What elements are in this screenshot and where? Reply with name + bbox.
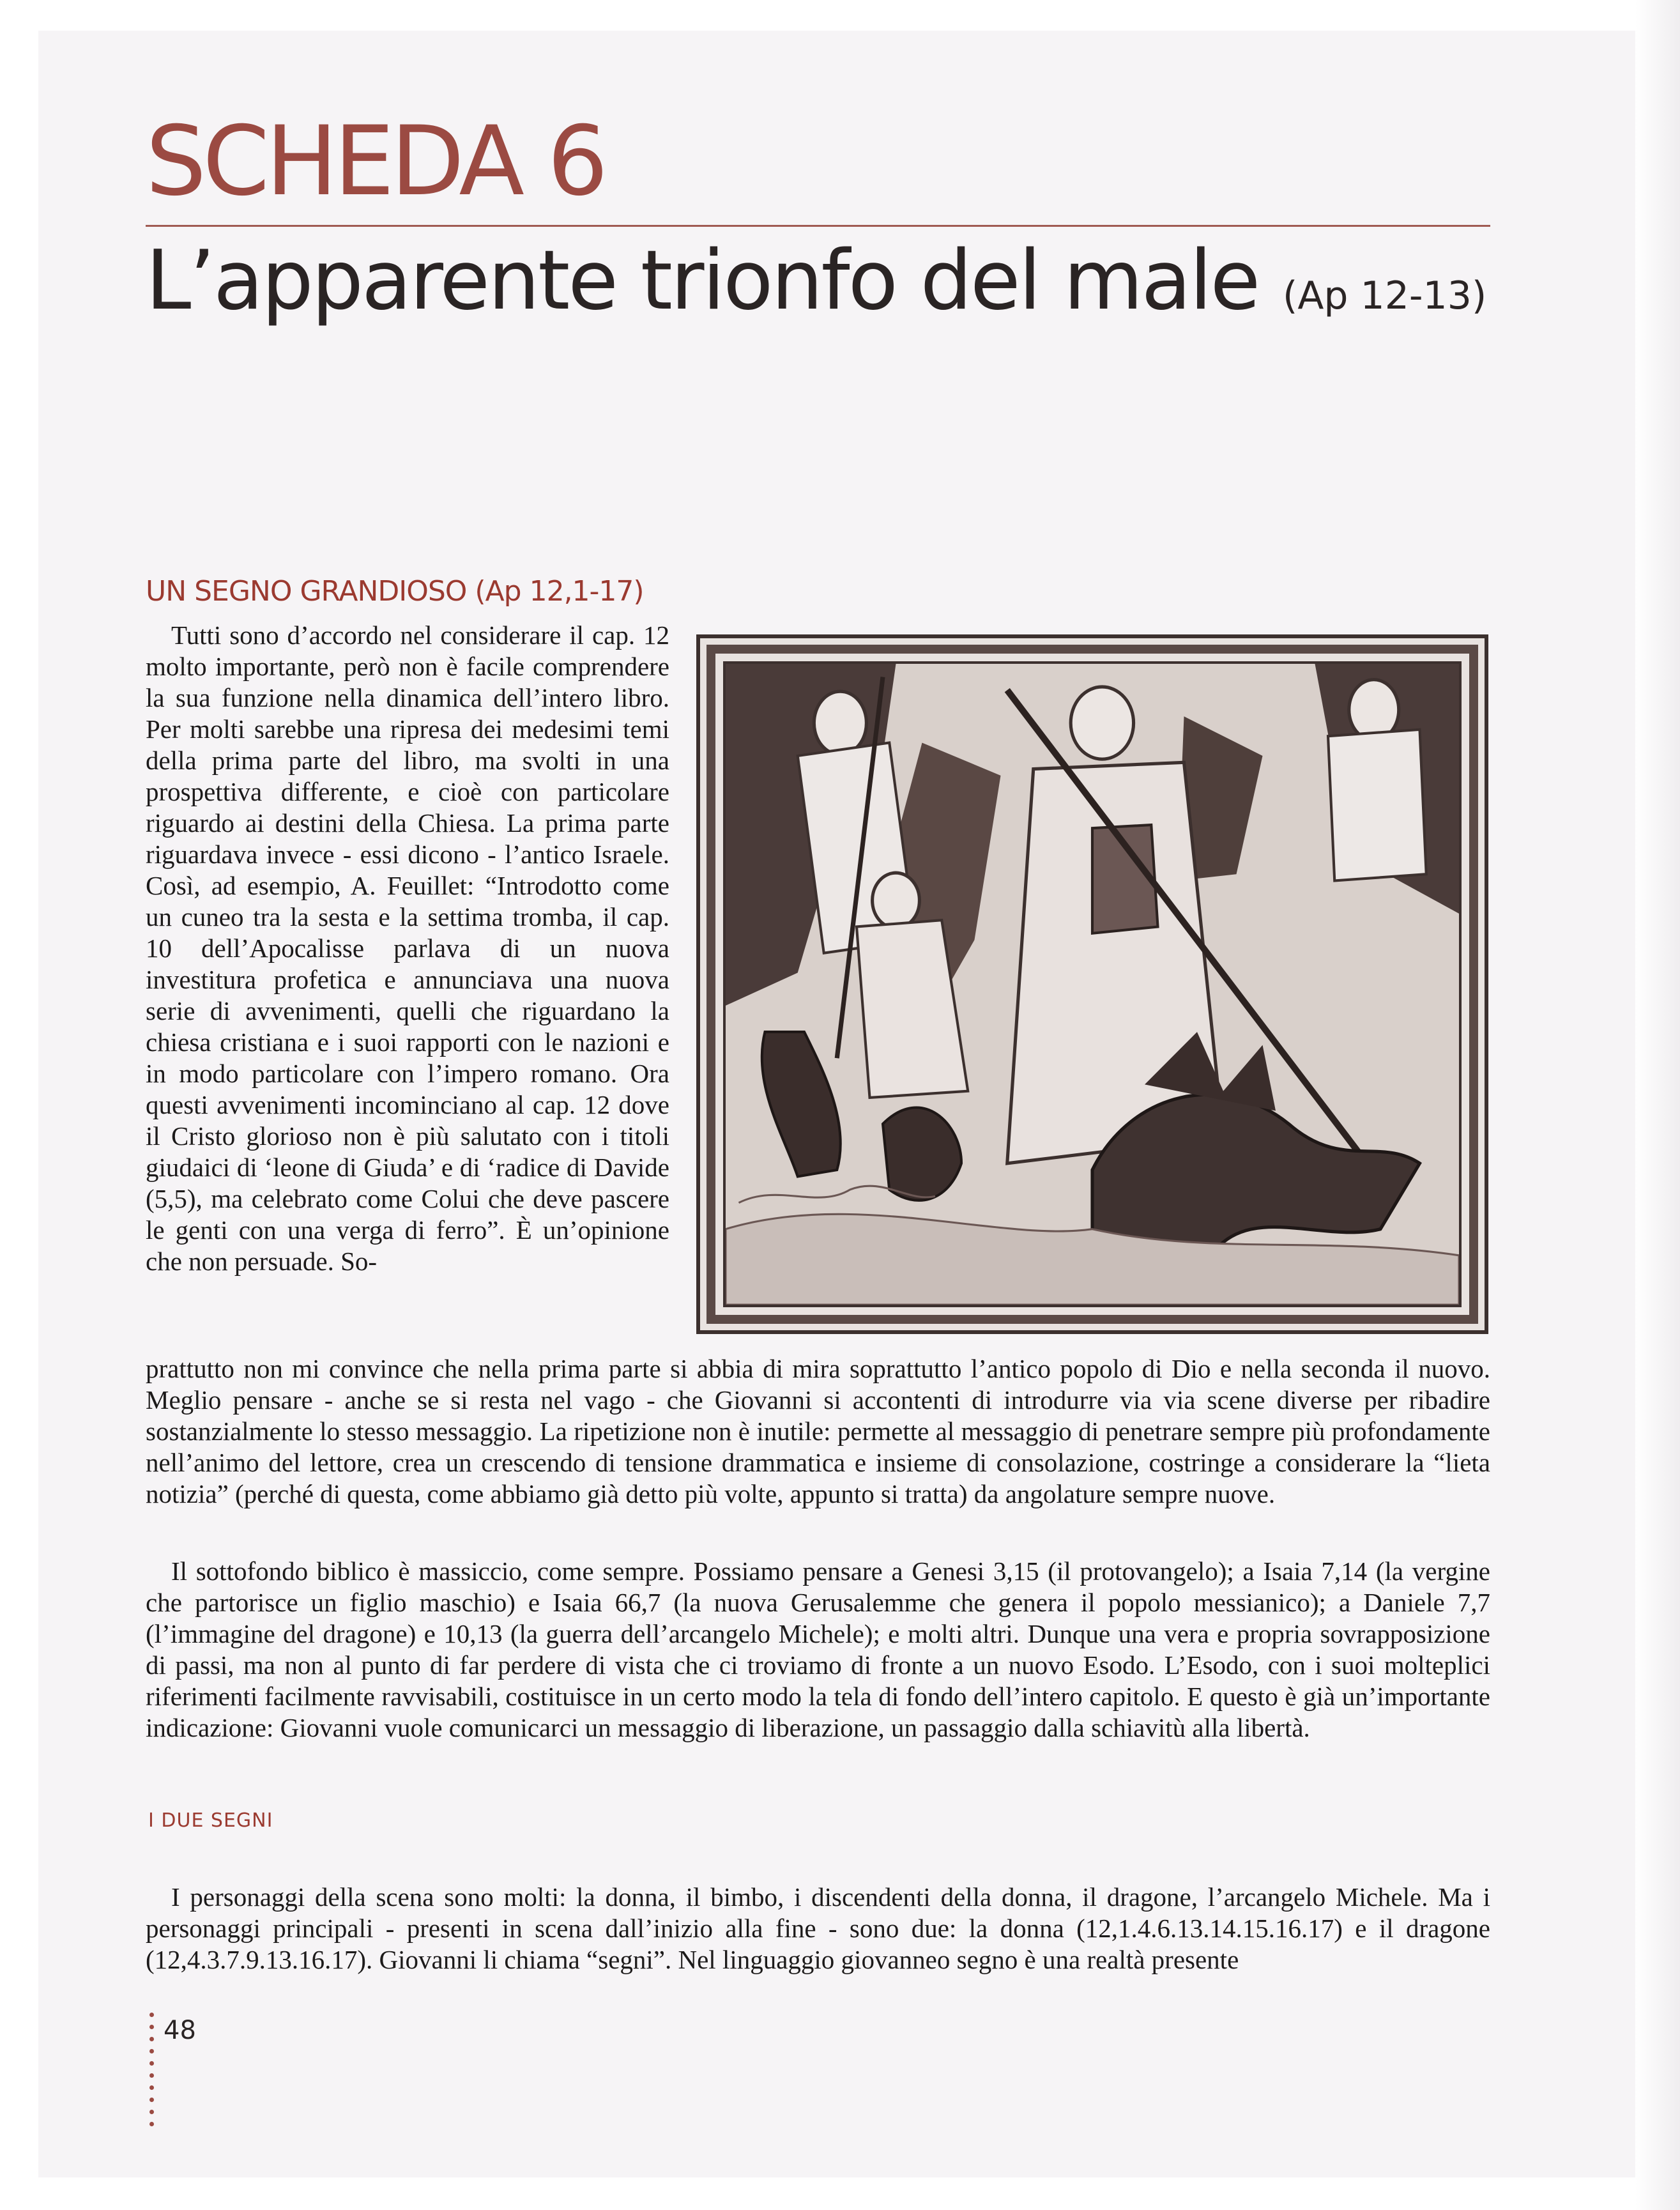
title-rule bbox=[146, 225, 1490, 227]
paragraph-3: I personaggi della scena sono molti: la donna, il bimbo, i discendenti della donna, il dragone, l’arcangelo Michele. Ma i personaggi principali - presenti in scena dall’inizio alla fine - sono due: la donna (12,1.4.6.13.14.15.16.17) e il dragone (12,4.3.7.9.13.16.17). Giovanni li chiama “segni”. Nel linguaggio giovanneo segno è una realtà presente bbox=[146, 1882, 1490, 1974]
scheda-label: SCHEDA 6 bbox=[146, 106, 605, 217]
paragraph-2: Il sottofondo biblico è massiccio, come sempre. Possiamo pensare a Genesi 3,15 (il protovangelo); a Isaia 7,14 (la vergine che partorisce un figlio maschio) e Isaia 66,7 (la nuova Gerusalemme che genera il popolo messianico); a Daniele 7,7 (l’immagine del dragone) e 10,13 (la guerra dell’arcangelo Michele); e molti altri. Dunque una vera e propria sovrapposizione di passi, ma non al punto di far perdere di vista che ci troviamo di fronte a un nuovo Esodo. L’Esodo, con i suoi molteplici riferimenti facilmente ravvisabili, costituisce in un certo modo la tela di fondo dell’intero capitolo. E questo è già un’importante indicazione: Giovanni vuole comunicarci un messaggio di liberazione, un passaggio dalla schiavitù alla libertà. bbox=[146, 1556, 1490, 1742]
paragraph-1-wrapped: Tutti sono d’accordo nel considerare il cap. 12 molto importante, però non è facile comprendere la sua funzione nella dinamica dell’intero libro. Per molti sarebbe una ripresa dei medesimi temi della prima parte del libro, ma svolti in una prospettiva differente, e cioè con particolare riguardo ai destini della Chiesa. La prima parte riguardava invece - essi dicono - l’antico Israele. Così, ad esempio, A. Feuillet: “Introdotto come un cuneo tra la sesta e la settima tromba, il cap. 10 dell’Apocalisse parlava di un nuova investitura profetica e annunciava una nuova serie di avvenimenti, quelli che riguardano la chiesa cristiana e i suoi rapporti con le nazioni e in modo particolare con l’impero romano. Ora questi avvenimenti incominciano al cap. 12 dove il Cristo glorioso non è più salutato con i titoli giudaici di ‘leone di Giuda’ e di ‘radice di Davide (5,5), ma celebrato come Colui che deve pascere le genti con una verga di ferro”. È un’opinione che non persuade. So- bbox=[146, 620, 669, 1276]
page-edge-shadow bbox=[1635, 0, 1680, 2210]
subheading-due-segni: I DUE SEGNI bbox=[148, 1809, 273, 1832]
page-title-reference: (Ap 12-13) bbox=[1282, 273, 1487, 318]
section-heading: UN SEGNO GRANDIOSO (Ap 12,1-17) bbox=[146, 575, 644, 608]
paragraph-1-continued: prattutto non mi convince che nella prima parte si abbia di mira soprattutto l’antico popolo di Dio e nella seconda il nuovo. Meglio pensare - anche se si resta nel vago - che Giovanni si accontenti di introdurre via via scene diverse per ribadire sostanzialmente lo stesso messaggio. La ripetizione non è inutile: permette al messaggio di penetrare sempre più profondamente nell’animo del lettore, crea un crescendo di tensione drammatica e insieme di consolazione, costringe a considerare la “lieta notizia” (perché di questa, come abbiamo già detto più volte, appunto si tratta) da angolature sempre nuove. bbox=[146, 1354, 1490, 1508]
archangel-michael-dragon-icon bbox=[726, 664, 1459, 1305]
manuscript-illumination-icon bbox=[696, 634, 1488, 1334]
page-number-dots bbox=[149, 2013, 155, 2134]
page-title bbox=[146, 233, 1487, 328]
page-title-text: L’apparente trionfo del male bbox=[146, 233, 1259, 328]
illumination-inner-frame bbox=[723, 661, 1462, 1307]
page-number: 48 bbox=[164, 2016, 196, 2045]
